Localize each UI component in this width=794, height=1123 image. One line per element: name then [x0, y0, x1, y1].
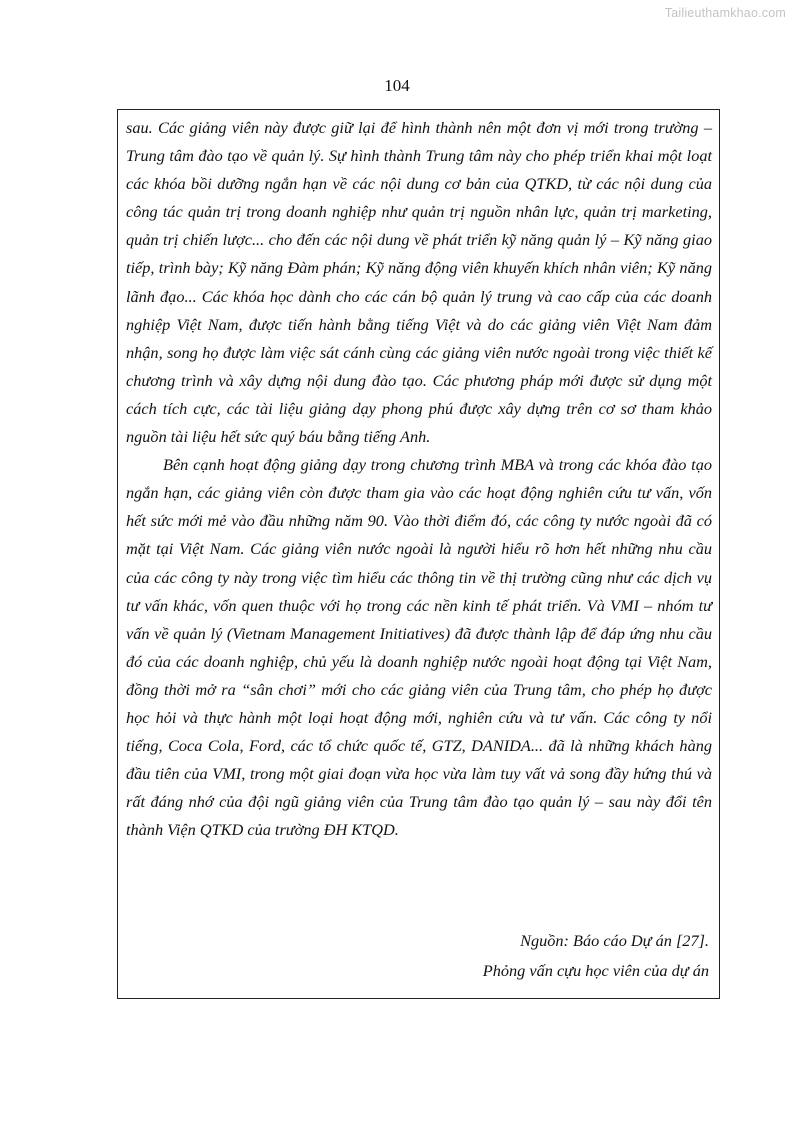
paragraph-consulting: Bên cạnh hoạt động giảng dạy trong chương trình MBA và trong các khóa đào tạo ngắn hạn, các giảng viên còn được tham gia vào các hoạt động nghiên cứu tư vấn, vốn hết sức mới mẻ vào đầu những năm 90. Vào thời điểm đó, các công ty nước ngoài đã có mặt tại Việt Nam. Các giảng viên nước ngoài là người hiểu rõ hơn hết những nhu cầu của các công ty này trong việc tìm hiểu các thông tin về thị trường cũng như các dịch vụ tư vấn khác, vốn quen thuộc với họ trong các nền kinh tế phát triển. Và VMI – nhóm tư vấn về quản lý (Vietnam Management Initiatives) đã được thành lập để đáp ứng nhu cầu đó của các doanh nghiệp, chủ yếu là doanh nghiệp nước ngoài hoạt động tại Việt Nam, đồng thời mở ra “sân chơi” mới cho các giảng viên của Trung tâm, cho phép họ được học hỏi và thực hành một loại hoạt động mới, nghiên cứu và tư vấn. Các công ty nổi tiếng, Coca Cola, Ford, các tổ chức quốc tế, GTZ, DANIDA... đã là những khách hàng đầu tiên của VMI, trong một giai đoạn vừa học vừa làm tuy vất vả song đầy hứng thú và rất đáng nhớ của đội ngũ giảng viên của Trung tâm đào tạo quản lý – sau này đổi tên thành Viện QTKD của trường ĐH KTQD.	[126, 455, 712, 840]
source-line-report: Nguồn: Báo cáo Dự án [27].	[520, 931, 709, 950]
page-number: 104	[384, 76, 410, 95]
source-citation	[483, 926, 709, 986]
paragraph-continuation: sau. Các giảng viên này được giữ lại để hình thành nên một đơn vị mới trong trường – Trung tâm đào tạo về quản lý. Sự hình thành Trung tâm này cho phép triển khai một loạt các khóa bồi dưỡng ngắn hạn về các nội dung cơ bản của QTKD, từ các nội dung của công tác quản trị trong doanh nghiệp như quản trị nguồn nhân lực, quản trị marketing, quản trị chiến lược... cho đến các nội dung về phát triển kỹ năng quản lý – Kỹ năng giao tiếp, trình bày; Kỹ năng Đàm phán; Kỹ năng động viên khuyến khích nhân viên; Kỹ năng lãnh đạo... Các khóa học dành cho các cán bộ quản lý trung và cao cấp của các doanh nghiệp Việt Nam, được tiến hành bằng tiếng Việt và do các giảng viên Việt Nam đảm nhận, song họ được làm việc sát cánh cùng các giảng viên nước ngoài trong việc thiết kế chương trình và xây dựng nội dung đào tạo. Các phương pháp mới được sử dụng một cách tích cực, các tài liệu giảng dạy phong phú được xây dựng trên cơ sơ tham khảo nguồn tài liệu hết sức quý báu bằng tiếng Anh.	[126, 118, 712, 447]
source-line-interview: Phỏng vấn cựu học viên của dự án	[482, 961, 709, 980]
excerpt-body	[126, 114, 712, 844]
watermark-text: Tailieuthamkhao.com	[664, 6, 786, 20]
boxed-excerpt	[117, 109, 720, 999]
